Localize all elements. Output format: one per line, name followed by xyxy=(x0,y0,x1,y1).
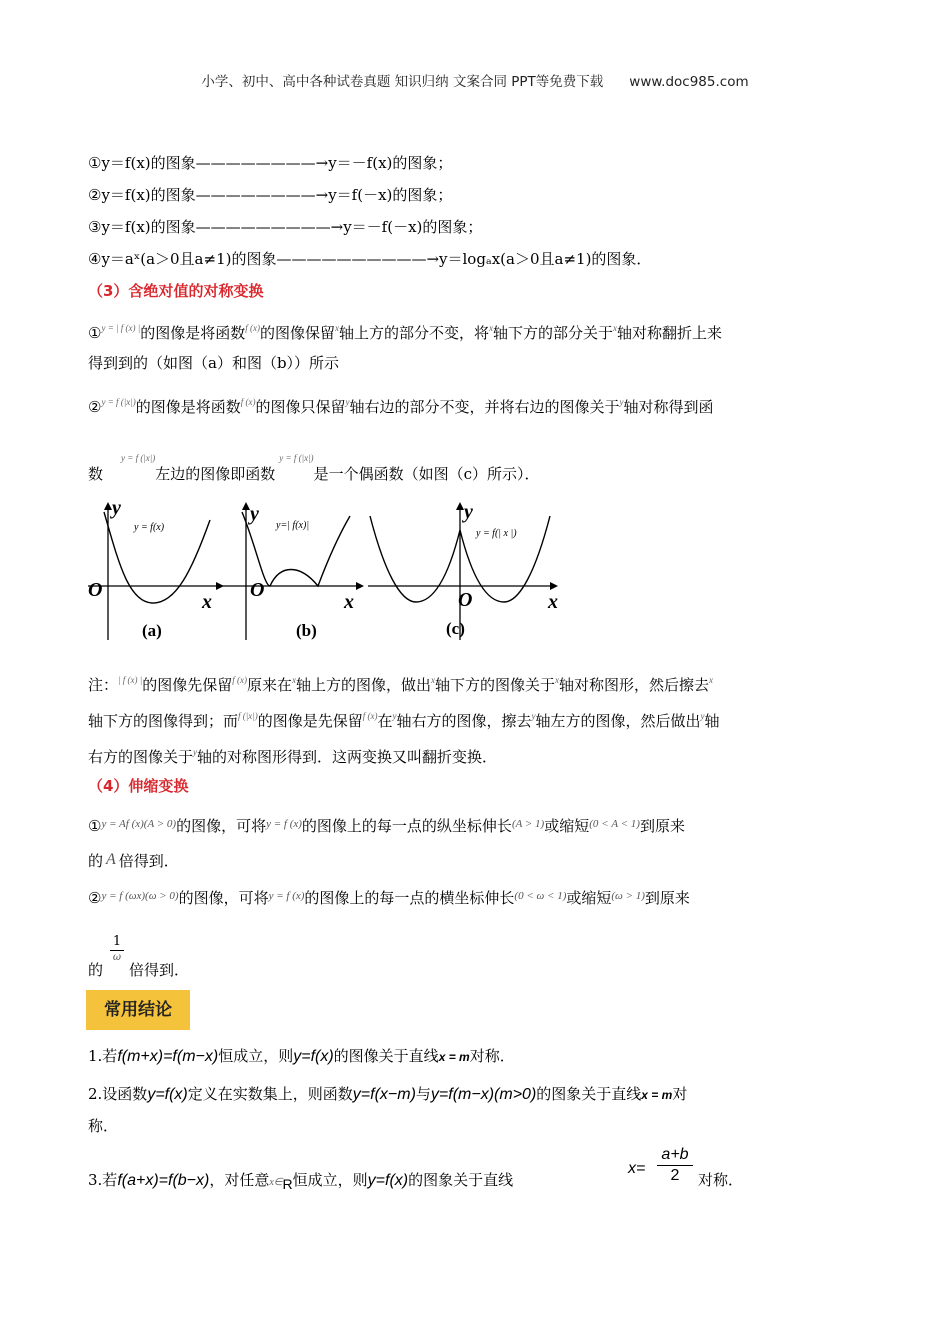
figure-a-x: x xyxy=(202,591,212,613)
figure-c-x: x xyxy=(548,591,558,613)
conclusion-1: 1.若f(m+x)=f(m−x)恒成立，则y=f(x)的图像关于直线x = m对称． xyxy=(88,1047,515,1065)
sec3-paragraph-3: 数$^{y = f (|x|)}$左边的图像即函数$^{y = f (|x|)}$是一个偶函数（如图（c）所示）． xyxy=(88,453,540,483)
figure-b-origin: O xyxy=(250,579,265,601)
transform-line-4: ④y＝aˣ(a＞0且a≠1)的图象——————————→y＝logₐx(a＞0且a≠1)的图象． xyxy=(88,250,652,268)
figures-abc xyxy=(80,490,580,650)
figure-a-label: y = f(x) xyxy=(134,522,165,533)
figure-c-label: y = f(| x |) xyxy=(476,528,517,539)
note-line-2: 轴下方的图像得到；而$^{f (|x|)}$的图像是先保留$^{f (x)}$在$^y$轴右方的图像，擦去$^y$轴左方的图像，然后做出$^y$轴 xyxy=(88,711,720,730)
conclusion-2: 2.设函数y=f(x)定义在实数集上，则函数y=f(x−m)与y=f(m−x)(m>0)的图象关于直线x = m对 xyxy=(88,1085,688,1103)
header-site: www.doc985.com xyxy=(629,74,749,90)
figure-a-origin: O xyxy=(88,579,103,601)
figure-b xyxy=(222,502,364,640)
sec4-paragraph-1: ①$^{y = Af (x)(A > 0)}$的图像，可将$^{y = f (x)}$的图像上的每一点的纵坐标伸长$^{(A > 1)}$或缩短$^{(0 < A < 1)}$到原来 xyxy=(88,817,685,835)
figure-b-y: y xyxy=(250,503,259,525)
figure-a-y: y xyxy=(112,497,121,519)
section-3-title: （3）含绝对值的对称变换 xyxy=(88,282,264,300)
sec3-paragraph-1: ①$^{y = | f (x) |}$的图像是将函数$^{f (x)}$的图像保留$^x$轴上方的部分不变，将$^x$轴下方的部分关于$^x$轴对称翻折上来 xyxy=(88,323,723,342)
figure-c-y: y xyxy=(464,501,473,523)
section-4-title: （4）伸缩变换 xyxy=(88,777,189,795)
figure-c xyxy=(368,501,558,640)
figure-c-caption: (c) xyxy=(446,619,465,638)
figure-b-x: x xyxy=(344,591,354,613)
conclusion-3-fraction: a+b 2 xyxy=(657,1146,693,1185)
transform-line-1: ①y＝f(x)的图象————————→y＝－f(x)的图象； xyxy=(88,154,453,172)
note-line-3: 右方的图像关于$^y$轴的对称图形得到．这两变换又叫翻折变换． xyxy=(88,747,498,766)
note-line-1: 注：$^{| f (x) |}$的图像先保留$^{f (x)}$原来在$^x$轴上方的图像，做出$^x$轴下方的图像关于$^x$轴对称图形，然后擦去$^x$ xyxy=(88,675,714,694)
header-text: 小学、初中、高中各种试卷真题 知识归纳 文案合同 PPT等免费下载 xyxy=(201,74,604,90)
transform-line-3: ③y＝f(x)的图象—————————→y＝－f(－x)的图象； xyxy=(88,218,483,236)
sec4-paragraph-3: ②$^{y = f (\omega x)(\omega > 0)}$的图像，可将$^{y = f (x)}$的图像上的每一点的横坐标伸长$^{(0 < \omega < 1)}$或缩短$^{(\omega > 1)}$到原来 xyxy=(88,889,690,907)
conclusion-3: 3.若f(a+x)=f(b−x)，对任意x∈R恒成立，则y=f(x)的图象关于直线 xyxy=(88,1171,514,1192)
conclusion-3-end: 对称． xyxy=(698,1171,744,1189)
sec3-paragraph-1-cont: 得到到的（如图（a）和图（b））所示 xyxy=(88,354,340,372)
conclusions-badge: 常用结论 xyxy=(86,990,190,1030)
figure-a-caption: (a) xyxy=(142,621,162,640)
figure-b-caption: (b) xyxy=(296,621,317,640)
conclusion-3-x-eq: x= xyxy=(628,1160,646,1177)
figure-c-origin: O xyxy=(458,589,473,611)
figure-b-label: y=| f(x)| xyxy=(276,520,310,531)
conclusion-2-cont: 称． xyxy=(88,1117,119,1135)
fraction-1-over-omega: 1 ω xyxy=(110,934,124,963)
figure-a xyxy=(88,497,224,640)
page-header xyxy=(0,70,950,90)
sec3-paragraph-2: ②$^{y = f (|x|)}$的图像是将函数$^{f (x)}$的图像只保留$^y$轴右边的部分不变，并将右边的图像关于$^y$轴对称得到函 xyxy=(88,397,714,416)
transform-line-2: ②y＝f(x)的图象————————→y＝f(－x)的图象； xyxy=(88,186,453,204)
sec4-paragraph-4: 的 倍得到． xyxy=(88,961,190,979)
sec4-paragraph-2: 的 A 倍得到． xyxy=(88,851,179,870)
